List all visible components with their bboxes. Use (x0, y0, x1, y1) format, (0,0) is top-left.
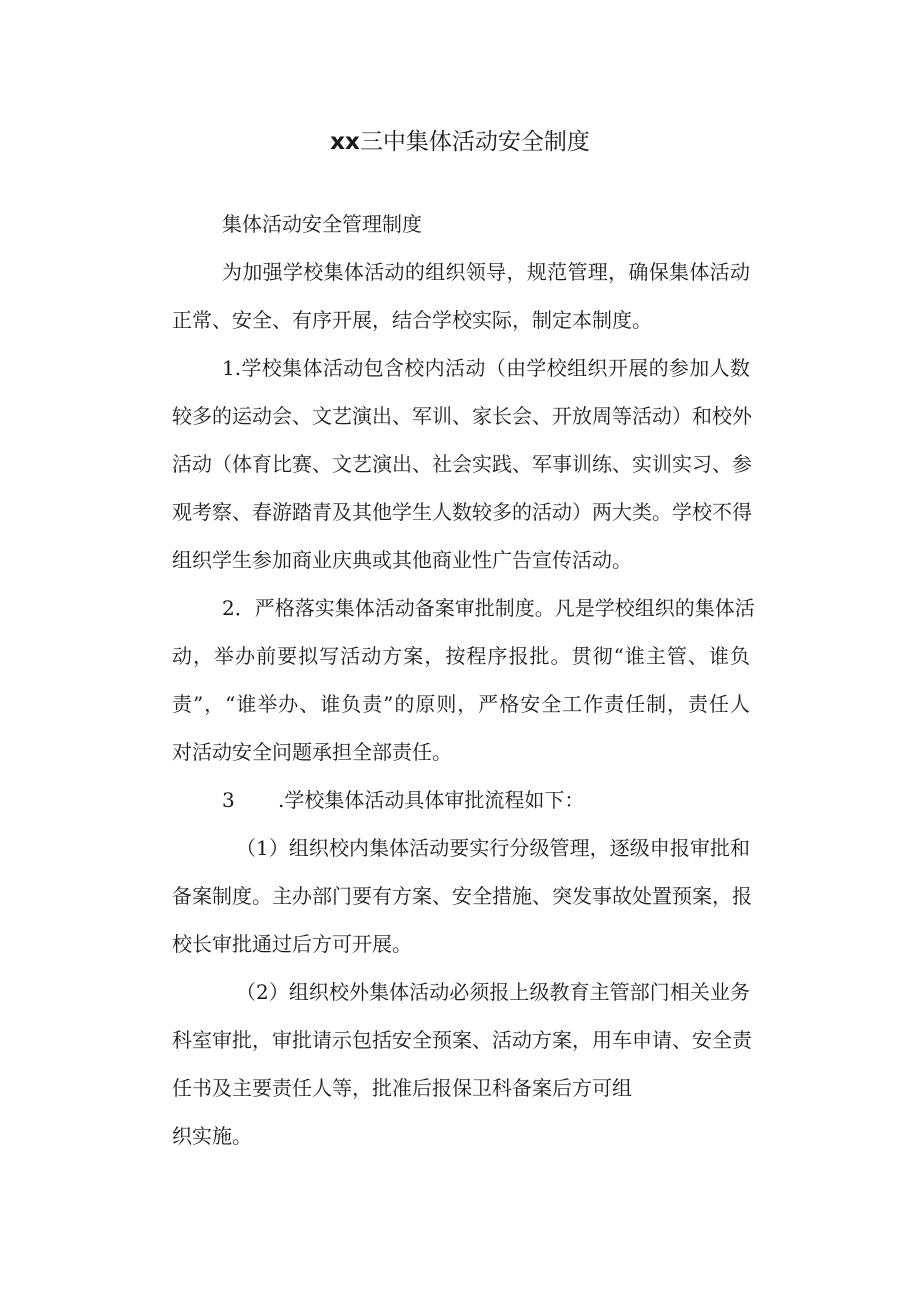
paragraph-line: 活动（体育比赛、文艺演出、社会实践、军事训练、实训实习、参 (172, 452, 752, 476)
paragraph-line: 正常、安全、有序开展，结合学校实际，制定本制度。 (172, 308, 652, 332)
paragraph-line: 组织学生参加商业庆典或其他商业性广告宣传活动。 (172, 548, 632, 572)
document-title (0, 126, 920, 158)
paragraph-line: 1.学校集体活动包含校内活动（由学校组织开展的参加人数 (222, 356, 750, 380)
item-number: 3 (222, 788, 235, 812)
paragraph-line: 校长审批通过后方可开展。 (172, 932, 412, 956)
title-prefix: xx (330, 129, 360, 155)
paragraph-line: 责”，“谁举办、谁负责”的原则，严格安全工作责任制，责任人 (172, 692, 750, 716)
paragraph-line: （1）组织校内集体活动要实行分级管理，逐级申报审批和 (236, 836, 750, 860)
paragraph-line: 任书及主要责任人等，批准后报保卫科备案后方可组 (172, 1076, 632, 1100)
paragraph-line: 备案制度。主办部门要有方案、安全措施、突发事故处置预案，报 (172, 884, 752, 908)
paragraph-line: .学校集体活动具体审批流程如下： (278, 788, 585, 812)
paragraph-line: 观考察、春游踏青及其他学生人数较多的活动）两大类。学校不得 (172, 500, 752, 524)
paragraph-line: 科室审批，审批请示包括安全预案、活动方案，用车申请、安全责 (172, 1028, 752, 1052)
paragraph-line: 动，举办前要拟写活动方案，按程序报批。贯彻“谁主管、谁负 (172, 644, 750, 668)
paragraph-line: （2）组织校外集体活动必须报上级教育主管部门相关业务 (236, 980, 750, 1004)
title-text: 三中集体活动安全制度 (359, 129, 590, 155)
section-heading: 集体活动安全管理制度 (222, 212, 422, 236)
paragraph-line: 较多的运动会、文艺演出、军训、家长会、开放周等活动）和校外 (172, 404, 752, 428)
paragraph-line: 为加强学校集体活动的组织领导，规范管理，确保集体活动 (222, 260, 750, 284)
paragraph-line: 对活动安全问题承担全部责任。 (172, 740, 452, 764)
paragraph-line: 织实施。 (172, 1124, 252, 1148)
paragraph-line: 2．严格落实集体活动备案审批制度。凡是学校组织的集体活 (222, 596, 755, 620)
